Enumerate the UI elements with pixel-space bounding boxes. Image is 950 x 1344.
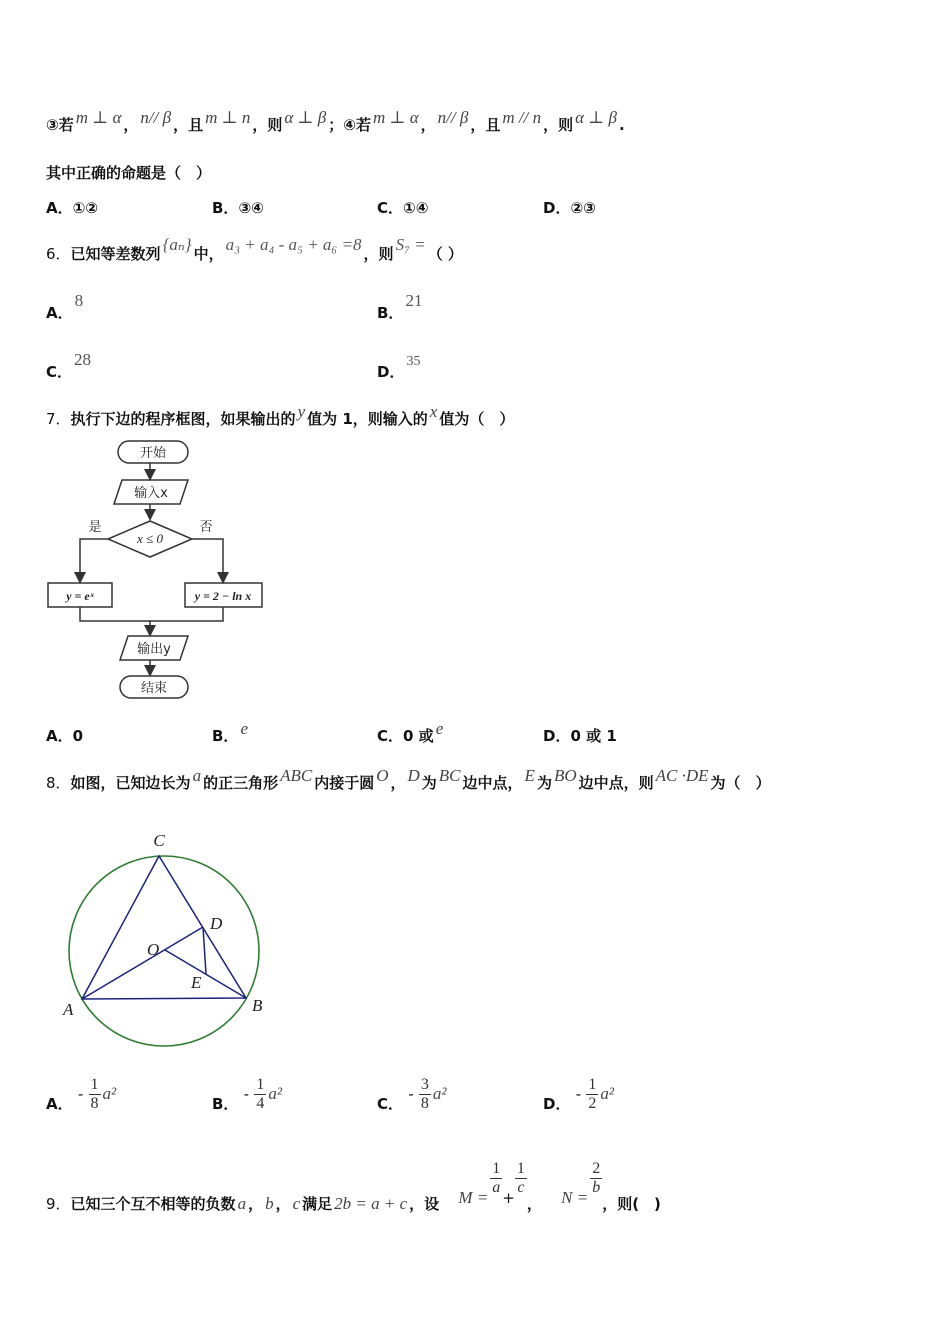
q5-text: ， xyxy=(420,116,436,134)
fraction-denominator: b xyxy=(592,1179,601,1196)
q9-stem xyxy=(46,1160,661,1213)
q9-text: ， xyxy=(248,1195,264,1213)
q6-stem xyxy=(46,235,463,264)
q7-var-y: y xyxy=(297,402,306,421)
q5-math: m ⊥ α xyxy=(75,108,122,127)
option-math: e xyxy=(435,719,444,738)
question-number: 7． xyxy=(46,410,71,428)
option-math xyxy=(617,719,621,738)
option-label: B． xyxy=(377,304,404,322)
option-label: C． xyxy=(377,727,404,745)
fraction-denominator: 2 xyxy=(588,1095,597,1112)
q8-option-c[interactable] xyxy=(377,1076,449,1113)
q7-option-a[interactable] xyxy=(46,725,87,746)
q8-math: O xyxy=(376,766,389,785)
q8-option-d[interactable] xyxy=(543,1076,616,1113)
option-sign: - xyxy=(408,1085,414,1103)
flow-no-label: 否 xyxy=(199,520,213,535)
q9-frac-2b xyxy=(590,1160,602,1197)
fraction-numerator: 1 xyxy=(492,1160,501,1177)
question-number: 6． xyxy=(46,245,71,263)
option-value: 8 xyxy=(74,291,84,310)
q9-math: c xyxy=(292,1194,301,1213)
question-number: 9． xyxy=(46,1195,71,1213)
q9-n-def: N = xyxy=(561,1188,589,1207)
fraction-numerator: 1 xyxy=(516,1160,525,1177)
q7-option-d[interactable] xyxy=(543,725,621,746)
q5-text: ， xyxy=(123,116,139,134)
fraction-denominator: c xyxy=(517,1179,525,1196)
q9-frac-1c xyxy=(515,1160,527,1197)
option-label: C． xyxy=(46,363,73,381)
option-math: e xyxy=(240,719,248,738)
q6-equation: a₃ + a₄ - a₅ + a₆ =8 xyxy=(225,235,362,254)
q8-text: 的正三角形 xyxy=(203,774,279,792)
q5-math: n// β xyxy=(437,108,469,127)
q7-option-c[interactable] xyxy=(377,719,445,746)
q5-text: ，则 xyxy=(543,116,574,134)
q5-option-c[interactable] xyxy=(377,197,428,218)
q6-option-a[interactable] xyxy=(46,291,85,323)
option-value: 21 xyxy=(405,291,423,310)
label-d: D xyxy=(210,914,223,933)
q9-condition: 2b = a + c xyxy=(334,1194,408,1213)
label-a: A xyxy=(63,1000,74,1019)
fraction-numerator: 1 xyxy=(90,1076,99,1093)
question-number: 8． xyxy=(46,774,71,792)
q9-text: ，则( ) xyxy=(602,1195,661,1213)
q8-math: D xyxy=(407,766,420,785)
q9-math: b xyxy=(265,1194,274,1213)
q7-text: 值为 1，则输入的 xyxy=(307,410,428,428)
q9-math: a xyxy=(237,1194,247,1213)
option-var: a² xyxy=(102,1084,117,1103)
q9-m-def: M = xyxy=(458,1188,489,1207)
fraction-denominator: a xyxy=(492,1179,501,1196)
option-text: ②③ xyxy=(570,199,596,217)
flow-right-label: y = 2 − ln x xyxy=(194,589,252,603)
q7-stem xyxy=(46,402,515,429)
q9-text: ， xyxy=(275,1195,291,1213)
q6-s7: S₇ = xyxy=(395,235,426,254)
q5-option-d[interactable] xyxy=(543,197,596,218)
q5-math: m // n xyxy=(502,108,542,127)
q6-text: 中， xyxy=(193,245,224,263)
option-label: D． xyxy=(543,1095,571,1113)
q6-option-d[interactable] xyxy=(377,354,422,382)
q9-text: 满足 xyxy=(302,1195,333,1213)
q7-var-x: x xyxy=(429,402,438,421)
q5-math: n// β xyxy=(140,108,172,127)
q8-math: BO xyxy=(553,766,577,785)
q5-option-b[interactable] xyxy=(212,197,264,218)
fraction-denominator: 8 xyxy=(420,1095,429,1112)
q9-text: ， xyxy=(526,1195,542,1213)
option-label: C． xyxy=(377,1095,404,1113)
option-label: A． xyxy=(46,1095,73,1113)
label-o: O xyxy=(147,940,160,959)
q9-text: ，设 xyxy=(409,1195,440,1213)
q8-stem xyxy=(46,766,771,793)
option-var: a² xyxy=(432,1084,447,1103)
q8-math: a xyxy=(192,766,202,785)
q8-math: BC xyxy=(438,766,461,785)
option-value: 35 xyxy=(406,354,421,369)
q8-option-a[interactable] xyxy=(46,1076,118,1113)
option-fraction xyxy=(89,1076,101,1113)
fraction-denominator: 8 xyxy=(90,1095,99,1112)
q8-text: 如图，已知边长为 xyxy=(70,774,191,792)
label-c: C xyxy=(153,831,165,850)
q5-text: ，则 xyxy=(252,116,283,134)
flow-input-label: 输入x xyxy=(134,486,168,501)
q6-text: ，则 xyxy=(363,245,394,263)
q5-text: ；④若 xyxy=(328,116,371,134)
q7-text: 值为（ ） xyxy=(439,410,515,428)
option-text: 0 或 1 xyxy=(570,727,617,745)
q6-option-c[interactable] xyxy=(46,350,93,382)
label-e: E xyxy=(191,973,202,992)
q9-frac-1a xyxy=(490,1160,502,1197)
option-math xyxy=(83,719,87,738)
q8-math: E xyxy=(524,766,535,785)
q5-text: ，且 xyxy=(470,116,501,134)
option-label: D． xyxy=(543,727,571,745)
flow-condition-label: x ≤ 0 xyxy=(137,531,163,546)
q8-text: 为（ ） xyxy=(710,774,771,792)
flow-yes-label: 是 xyxy=(88,520,102,535)
q8-text: 边中点，则 xyxy=(578,774,654,792)
q9-text: 已知三个互不相等的负数 xyxy=(70,1195,236,1213)
option-label: B． xyxy=(212,727,239,745)
option-var: a² xyxy=(600,1084,614,1103)
option-text: ①④ xyxy=(403,199,429,217)
q8-figure xyxy=(55,825,275,1055)
q7-flowchart xyxy=(40,436,280,706)
fraction-numerator: 2 xyxy=(592,1160,601,1177)
fraction-numerator: 1 xyxy=(588,1076,597,1093)
option-label: A． xyxy=(46,199,73,217)
q6-option-b[interactable] xyxy=(377,291,424,323)
option-sign: - xyxy=(575,1085,582,1103)
option-label: A． xyxy=(46,727,73,745)
option-fraction xyxy=(586,1076,598,1113)
option-sign: - xyxy=(243,1085,250,1103)
option-sign: - xyxy=(77,1085,84,1103)
q5-math: m ⊥ α xyxy=(372,108,419,127)
q5-text: ③若 xyxy=(46,116,74,134)
q5-math: m ⊥ n xyxy=(205,108,251,127)
option-label: A． xyxy=(46,304,73,322)
segment-de xyxy=(203,927,206,974)
q8-text: 内接于圆 xyxy=(314,774,375,792)
q8-text: ， xyxy=(390,774,406,792)
q6-sequence: {aₙ} xyxy=(162,235,192,254)
flow-output-label: 输出y xyxy=(137,642,171,657)
q8-text: 边中点， xyxy=(462,774,523,792)
option-text: ③④ xyxy=(238,199,264,217)
segment-ad xyxy=(82,927,203,999)
q8-text: 为 xyxy=(421,774,437,792)
q5-question: 其中正确的命题是（ ） xyxy=(46,164,212,182)
q5-option-a[interactable] xyxy=(46,197,98,218)
q8-math: ABC xyxy=(280,766,313,785)
option-text: 0 xyxy=(72,727,84,745)
label-b: B xyxy=(252,996,263,1015)
flow-left-label: y = eˣ xyxy=(66,589,94,603)
q8-option-b[interactable] xyxy=(212,1076,284,1113)
q5-math: α ⊥ β xyxy=(284,108,327,127)
q5-text: . xyxy=(619,116,625,134)
q9-plus: + xyxy=(502,1189,515,1207)
flow-end-label: 结束 xyxy=(140,681,168,696)
q6-text: 已知等差数列 xyxy=(70,245,161,263)
q8-text: 为 xyxy=(536,774,552,792)
option-fraction xyxy=(254,1076,266,1113)
q6-text: （ ） xyxy=(427,245,463,263)
option-fraction xyxy=(419,1076,431,1113)
option-var: a² xyxy=(268,1084,282,1103)
q8-math: AC ·DE xyxy=(655,766,709,785)
fraction-numerator: 1 xyxy=(256,1076,265,1093)
option-label: C． xyxy=(377,199,404,217)
option-label: D． xyxy=(377,363,405,381)
q5-text: ，且 xyxy=(173,116,204,134)
fraction-denominator: 4 xyxy=(256,1095,265,1112)
flow-start-label: 开始 xyxy=(139,446,167,461)
q5-math: α ⊥ β xyxy=(575,108,617,127)
option-label: B． xyxy=(212,199,239,217)
q5-premise-line xyxy=(46,108,625,135)
option-label: B． xyxy=(212,1095,239,1113)
q7-text: 执行下边的程序框图，如果输出的 xyxy=(70,410,296,428)
option-text: 0 或 xyxy=(403,727,434,745)
option-label: D． xyxy=(543,199,571,217)
option-text: ①② xyxy=(72,199,99,217)
q7-option-b[interactable] xyxy=(212,719,250,746)
option-value: 28 xyxy=(74,350,92,369)
fraction-numerator: 3 xyxy=(420,1076,429,1093)
